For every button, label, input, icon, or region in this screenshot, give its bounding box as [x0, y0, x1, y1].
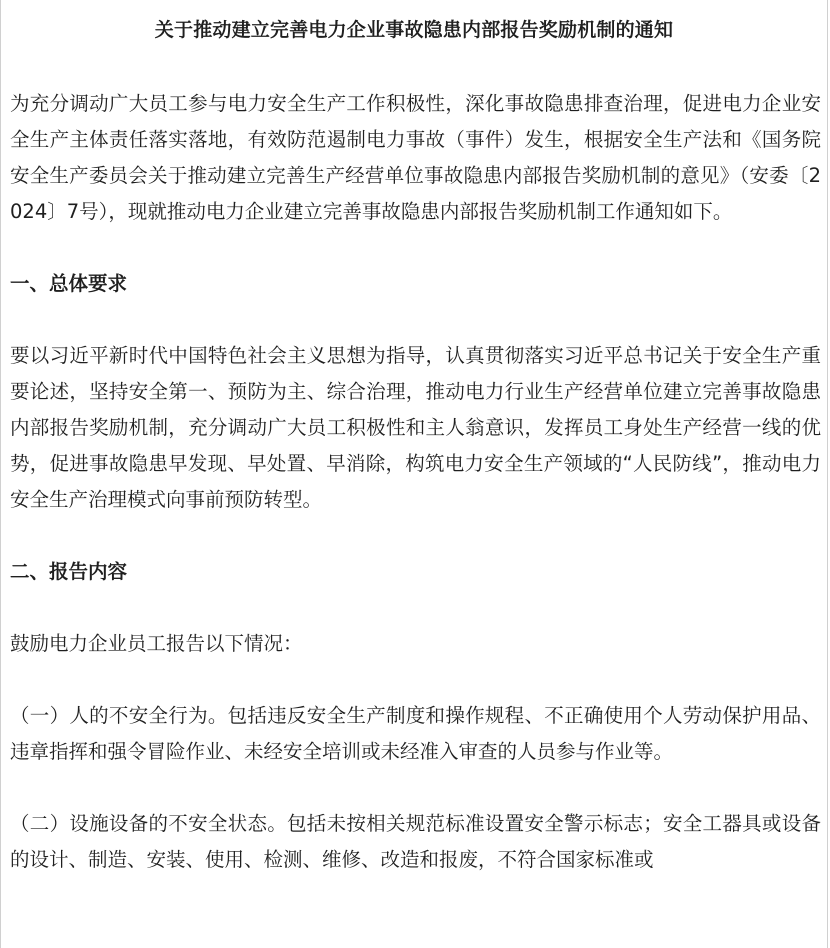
section-1-heading: 一、总体要求 [10, 272, 128, 295]
spacer [10, 590, 821, 626]
spacer [10, 302, 821, 338]
spacer [10, 518, 821, 554]
section-2-lead: 鼓励电力企业员工报告以下情况： [10, 632, 303, 655]
section-2-heading: 二、报告内容 [10, 560, 128, 583]
spacer [10, 230, 821, 266]
section-2-item-2: （二）设施设备的不安全状态。包括未按相关规范标准设置安全警示标志；安全工器具或设备的设计、制造、安装、使用、检测、维修、改造和报废，不符合国家标准或 [10, 812, 821, 871]
document-title: 关于推动建立完善电力企业事故隐患内部报告奖励机制的通知 [154, 19, 674, 41]
section-2-item-1: （一）人的不安全行为。包括违反安全生产制度和操作规程、不正确使用个人劳动保护用品、违章指挥和强令冒险作业、未经安全培训或未经准入审查的人员参与作业等。 [10, 704, 821, 763]
document-body [10, 86, 821, 878]
spacer [10, 662, 821, 698]
section-1-body: 要以习近平新时代中国特色社会主义思想为指导，认真贯彻落实习近平总书记关于安全生产重要论述，坚持安全第一、预防为主、综合治理，推动电力行业生产经营单位建立完善事故隐患内部报告奖励机制，充分调动广大员工积极性和主人翁意识，发挥员工身处生产经营一线的优势，促进事故隐患早发现、早处置、早消除，构筑电力安全生产领域的“人民防线”，推动电力安全生产治理模式向事前预防转型。 [10, 344, 821, 511]
intro-paragraph: 为充分调动广大员工参与电力安全生产工作积极性，深化事故隐患排查治理，促进电力企业安全生产主体责任落实落地，有效防范遏制电力事故（事件）发生，根据安全生产法和《国务院安全生产委员会关于推动建立完善生产经营单位事故隐患内部报告奖励机制的意见》（安委〔2024〕7号），现就推动电力企业建立完善事故隐患内部报告奖励机制工作通知如下。 [10, 92, 821, 223]
spacer [10, 770, 821, 806]
